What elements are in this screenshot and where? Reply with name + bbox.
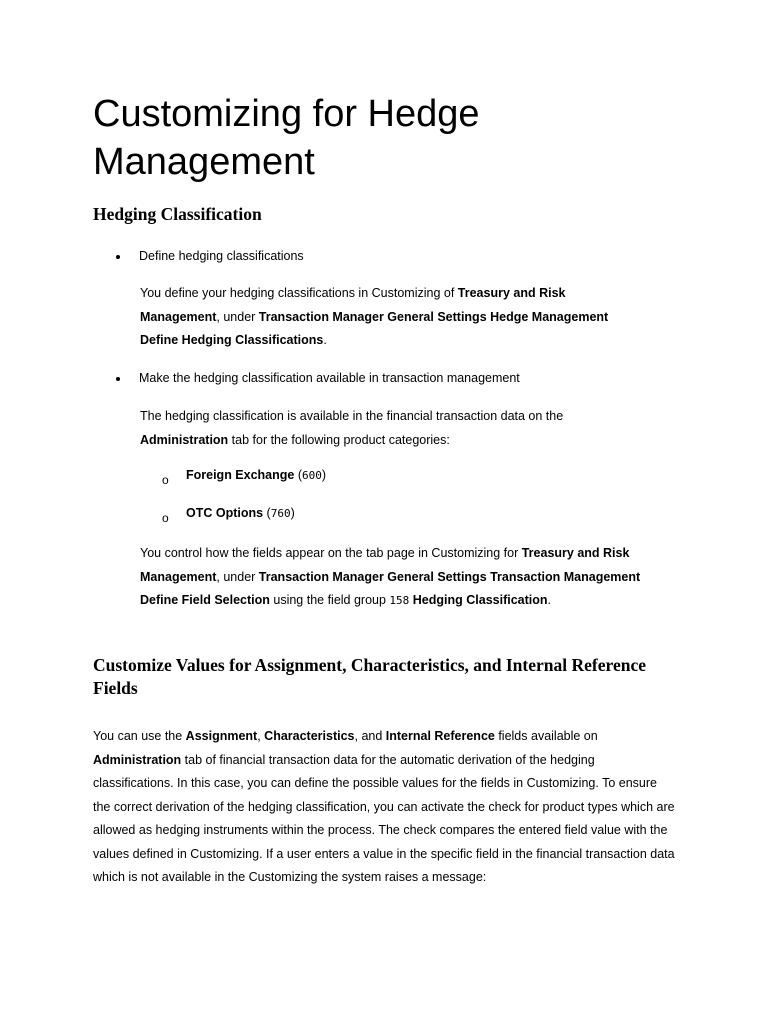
bullet-marker (116, 377, 120, 381)
paragraph-field-selection: You control how the fields appear on the tab page in Customizing for Treasury and Risk Management, under Transaction Manager General Settings Transaction Management Define Field Selection using the field group 158 Hedging Classification. (140, 546, 641, 607)
paragraph-classification-availability: The hedging classification is available in the financial transaction data on the Administration tab for the following product categories: (140, 409, 564, 447)
section-heading-hedging-classification: Hedging Classification (93, 204, 262, 224)
sub-bullet-foreign-exchange: Foreign Exchange (600) (186, 468, 327, 482)
bullet-marker (116, 255, 120, 259)
paragraph-assignment-fields: You can use the Assignment, Characteristics, and Internal Reference fields available on Administration tab of financial transaction data for the automatic derivation of the hedging classifications. In this case, you can define the possible values for the fields in Customizing. To ensure the correct derivation of the hedging classification, you can activate the check for product types which are allowed as hedging instruments within the process. The check compares the entered field value with the values defined in Customizing. If a user enters a value in the specific field in the financial transaction data which is not available in the Customizing the system raises a message: (93, 729, 675, 884)
paragraph-define-classifications: You define your hedging classifications in Customizing of Treasury and Risk Management, under Transaction Manager General Settings Hedge Management Define Hedging Classifications. (140, 286, 609, 347)
sub-bullet-marker: o (162, 473, 169, 487)
sub-bullet-otc-options: OTC Options (760) (186, 506, 295, 520)
section-heading-customize-values: Customize Values for Assignment, Characteristics, and Internal Reference Fields (93, 655, 646, 698)
bullet-make-classification-available: Make the hedging classification available in transaction management (139, 371, 520, 385)
bullet-define-hedging-classifications: Define hedging classifications (139, 249, 304, 263)
sub-bullet-marker: o (162, 511, 169, 525)
page-title: Customizing for Hedge Management (93, 93, 480, 183)
